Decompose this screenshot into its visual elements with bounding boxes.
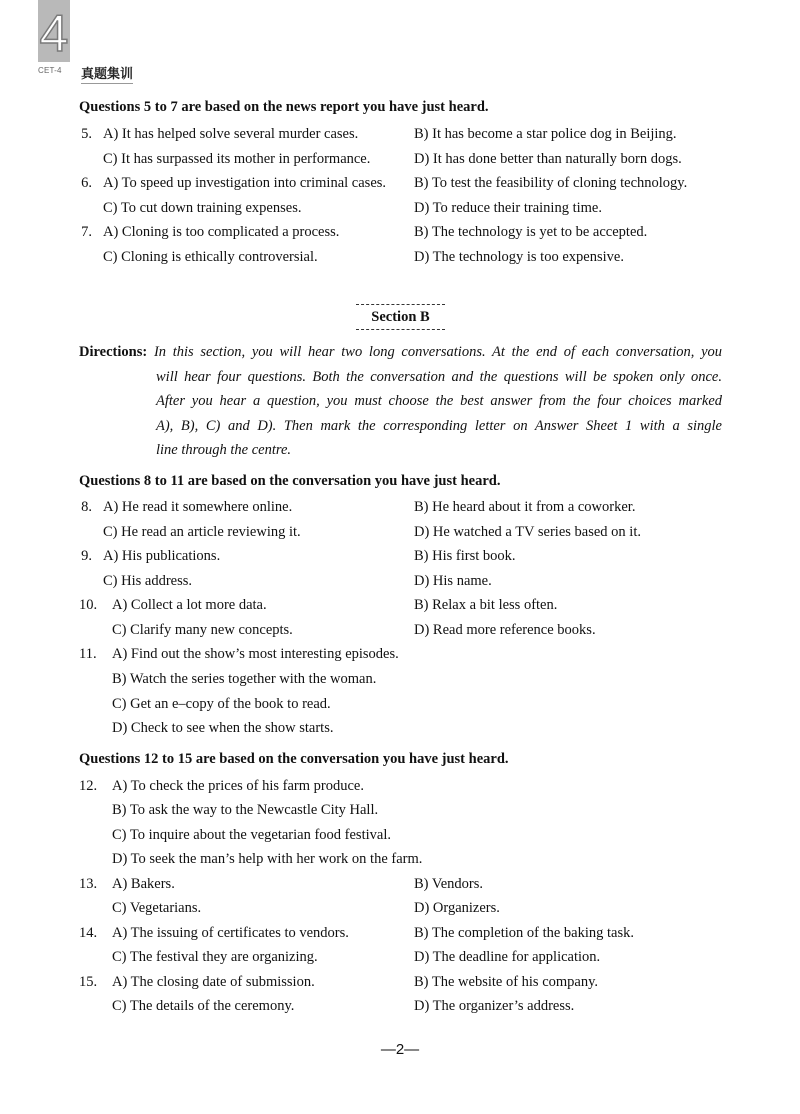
- option-d: D) Check to see when the show starts.: [112, 720, 334, 736]
- option-d: D) To reduce their training time.: [414, 200, 602, 216]
- option-c: C) The festival they are organizing.: [112, 949, 318, 965]
- directions-line-2: will hear four questions. Both the conversation and the questions will be spoken only once.: [156, 368, 722, 385]
- option-a: A) Bakers.: [112, 876, 175, 892]
- option-c: C) His address.: [103, 573, 193, 589]
- option-c: C) It has surpassed its mother in performance.: [103, 151, 371, 167]
- option-a: A) The closing date of submission.: [112, 974, 315, 990]
- directions-line-1: Directions: In this section, you will hear two long conversations. At the end of each conversation, you: [79, 344, 723, 360]
- question-number: 7.: [81, 224, 92, 240]
- question-14-row2: [0, 947, 800, 967]
- question-13: [0, 874, 800, 894]
- question-12-row2: [0, 800, 800, 820]
- question-7-row2: [0, 247, 800, 267]
- question-5-row2: [0, 149, 800, 169]
- option-a: A) Cloning is too complicated a process.: [103, 224, 340, 240]
- question-15-row2: [0, 996, 800, 1016]
- question-12: [0, 776, 800, 796]
- option-c: C) Clarify many new concepts.: [112, 622, 293, 638]
- group-heading: Questions 8 to 11 are based on the conversation you have just heard.: [79, 473, 501, 489]
- question-6-row2: [0, 198, 800, 218]
- question-number: 14.: [79, 925, 98, 941]
- group-heading: Questions 5 to 7 are based on the news report you have just heard.: [79, 99, 489, 115]
- option-c: C) Get an e–copy of the book to read.: [112, 696, 331, 712]
- chapter-number: 4: [39, 5, 69, 63]
- option-a: A) His publications.: [103, 548, 221, 564]
- option-a: A) To speed up investigation into criminal cases.: [103, 175, 387, 191]
- option-b: B) The technology is yet to be accepted.: [414, 224, 648, 240]
- question-9-row2: [0, 571, 800, 591]
- option-a: A) The issuing of certificates to vendors.: [112, 925, 349, 941]
- page-number: —2—: [380, 1041, 420, 1058]
- option-b: B) It has become a star police dog in Beijing.: [414, 126, 677, 142]
- option-d: D) The technology is too expensive.: [414, 249, 624, 265]
- option-d: D) It has done better than naturally born dogs.: [414, 151, 682, 167]
- question-12-row3: [0, 825, 800, 845]
- question-number: 13.: [79, 876, 98, 892]
- question-8-row2: [0, 522, 800, 542]
- option-d: D) The organizer’s address.: [414, 998, 575, 1014]
- question-11-row2: [0, 669, 800, 689]
- option-b: B) The website of his company.: [414, 974, 599, 990]
- option-c: C) To cut down training expenses.: [103, 200, 302, 216]
- question-11-row3: [0, 694, 800, 714]
- question-15: [0, 972, 800, 992]
- option-b: B) He heard about it from a coworker.: [414, 499, 636, 515]
- option-d: D) He watched a TV series based on it.: [414, 524, 641, 540]
- option-c: C) Cloning is ethically controversial.: [103, 249, 318, 265]
- option-a: A) To check the prices of his farm produce.: [112, 778, 364, 794]
- option-d: D) Read more reference books.: [414, 622, 596, 638]
- option-b: B) His first book.: [414, 548, 516, 564]
- question-6: [0, 173, 800, 193]
- question-number: 12.: [79, 778, 98, 794]
- option-a: A) Collect a lot more data.: [112, 597, 267, 613]
- question-number: 5.: [81, 126, 92, 142]
- dashed-rule-bottom: [356, 329, 445, 330]
- question-5: [0, 124, 800, 144]
- question-11: [0, 644, 800, 664]
- option-d: D) Organizers.: [414, 900, 500, 916]
- directions-line-5: line through the centre.: [156, 442, 292, 458]
- question-number: 6.: [81, 175, 92, 191]
- question-14: [0, 923, 800, 943]
- exam-code: CET-4: [38, 66, 62, 75]
- question-10-row2: [0, 620, 800, 640]
- option-c: C) He read an article reviewing it.: [103, 524, 301, 540]
- directions-line-4: A), B), C) and D). Then mark the corresponding letter on Answer Sheet 1 with a single: [156, 417, 722, 434]
- option-b: B) Watch the series together with the woman.: [112, 671, 377, 687]
- option-c: C) To inquire about the vegetarian food festival.: [112, 827, 391, 843]
- option-c: C) The details of the ceremony.: [112, 998, 295, 1014]
- question-8: [0, 497, 800, 517]
- question-number: 15.: [79, 974, 98, 990]
- directions-line-3: After you hear a question, you must choose the best answer from the four choices marked: [156, 393, 722, 409]
- group-heading: Questions 12 to 15 are based on the conversation you have just heard.: [79, 751, 509, 767]
- section-b-label: Section B: [371, 309, 430, 325]
- question-7: [0, 222, 800, 242]
- option-b: B) To ask the way to the Newcastle City Hall.: [112, 802, 379, 818]
- option-b: B) The completion of the baking task.: [414, 925, 635, 941]
- question-13-row2: [0, 898, 800, 918]
- option-c: C) Vegetarians.: [112, 900, 202, 916]
- question-12-row4: [0, 849, 800, 869]
- option-a: A) Find out the show’s most interesting episodes.: [112, 646, 399, 662]
- option-b: B) To test the feasibility of cloning technology.: [414, 175, 688, 191]
- question-9: [0, 546, 800, 566]
- option-b: B) Relax a bit less often.: [414, 597, 558, 613]
- option-a: A) He read it somewhere online.: [103, 499, 293, 515]
- option-d: D) The deadline for application.: [414, 949, 601, 965]
- directions-label: Directions:: [79, 344, 148, 360]
- question-number: 8.: [81, 499, 92, 515]
- option-d: D) To seek the man’s help with her work on the farm.: [112, 851, 423, 867]
- section-b-title: [356, 304, 445, 330]
- question-10: [0, 595, 800, 615]
- option-d: D) His name.: [414, 573, 492, 589]
- directions: [79, 340, 722, 463]
- question-number: 9.: [81, 548, 92, 564]
- question-11-row4: [0, 718, 800, 738]
- book-title: 真题集训: [81, 63, 133, 84]
- option-a: A) It has helped solve several murder cases.: [103, 126, 359, 142]
- question-number: 10.: [79, 597, 98, 613]
- question-number: 11.: [79, 646, 97, 662]
- option-b: B) Vendors.: [414, 876, 484, 892]
